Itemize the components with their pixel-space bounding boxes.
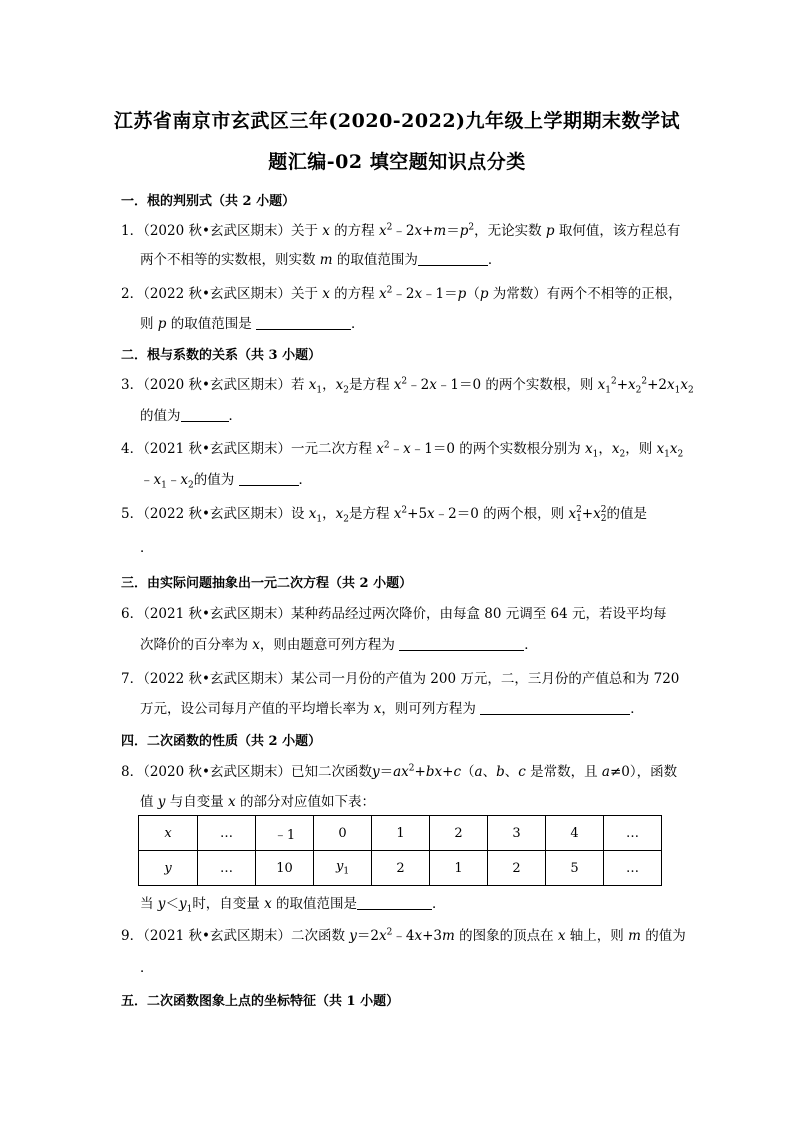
answer-blank[interactable] [181,407,229,422]
var: x [667,377,675,393]
text: ﹣2 [392,223,415,239]
answer-blank[interactable] [239,471,299,486]
question-2-line1 [121,282,682,302]
var: p [545,223,555,239]
table-cell: … [604,816,662,851]
text: + [422,223,434,239]
text: ， [598,441,612,457]
text: + [581,506,594,522]
text: 是方程 [348,377,394,393]
text: 是方程 [348,506,394,522]
var: a [601,764,610,780]
var: x [414,223,423,239]
question-number: 4． [121,441,144,457]
subscript: 2 [619,449,626,460]
var: x [308,377,317,393]
question-source: （2020 秋•玄武区期末） [143,764,291,780]
text: ，则可列方程为 [381,701,481,717]
var: x [434,764,443,780]
var: y [371,764,380,780]
var: y [178,896,187,912]
text: 的值为 [193,472,239,488]
text: 为常数）有两个不相等的正根， [488,286,682,302]
var: x [414,286,423,302]
question-source: （2020 秋•玄武区期末） [143,377,291,393]
question-4-line2 [140,468,312,491]
table-cell [314,851,372,886]
table-cell [139,816,198,851]
text: 二次函数 [290,928,350,944]
text: 某种药品经过两次降价，由每盒 80 元调至 64 元，若设平均每 [290,606,667,622]
text: 当 [140,896,158,912]
var: y [157,896,166,912]
text: 次降价的百分率为 [140,637,253,653]
var: x [628,377,636,393]
text: ﹣1＝0 的两个实数根分别为 [410,441,586,457]
question-5-line1 [121,502,647,525]
question-source: （2022 秋•玄武区期末） [143,671,291,687]
text: ﹣1＝0 的两个实数根，则 [436,377,598,393]
exponent: 2 [401,505,408,516]
subscript: 2 [343,385,349,396]
var: x [252,637,260,653]
text: ． [298,472,313,488]
exponent: 2 [600,504,607,515]
subscript: 1 [576,513,582,524]
table-cell: 10 [256,851,314,886]
var: x [414,928,423,944]
subscript: 1 [674,385,681,396]
text: ﹣1＝ [422,286,458,302]
question-8-line3 [140,892,446,915]
var: m [628,928,641,944]
exponent: 2 [408,763,415,774]
text: 值 [140,794,158,810]
answer-blank[interactable] [399,636,524,651]
table-cell: 3 [488,816,546,851]
var: x [393,377,402,393]
var: x [322,286,330,302]
subscript: 1 [316,385,323,396]
var: x [180,472,188,488]
question-7-line2 [140,697,644,717]
text: 的方程 [329,223,379,239]
question-number: 9． [121,928,144,944]
exponent: 2 [610,376,617,387]
question-source: （2022 秋•玄武区期末） [143,506,291,522]
var: x [611,441,620,457]
text: 时，自变量 [192,896,265,912]
question-1-line2 [140,248,501,268]
table-cell [139,851,198,886]
var: p [157,316,167,332]
question-3-line2 [140,404,242,424]
var: x [680,377,689,393]
text: ≠0），函数 [609,764,678,780]
var: x [335,506,344,522]
question-1-line1 [121,219,680,239]
text: 的部分对应值如下表： [235,794,375,810]
var: x [427,506,435,522]
text: 关于 [290,223,323,239]
subscript: 2 [187,480,194,491]
subscript: 2 [343,514,349,525]
value-table [138,815,662,886]
var: x [378,286,387,302]
question-9-line1 [121,924,686,944]
question-number: 1． [121,223,144,239]
subscript: 1 [343,866,350,877]
exponent: 2 [576,504,582,515]
question-7-line1 [121,667,679,687]
document-title-line1: 江苏省南京市玄武区三年(2020-2022)九年级上学期期末数学试 [113,110,681,132]
question-5-line2: ． [140,540,154,556]
question-9-line2: ． [140,960,154,976]
table-cell: 1 [430,851,488,886]
var: x [669,441,678,457]
text: 、 [482,764,497,780]
text: ﹣4 [392,928,415,944]
text: ． [630,701,644,717]
subscript: 1 [186,904,193,915]
text: 已知二次函数 [290,764,372,780]
text: 设 [290,506,309,522]
var: x [597,377,606,393]
var: c [453,764,461,780]
text: ﹣ [140,472,154,488]
text: +3 [422,928,442,944]
section-heading-4: 四．二次函数的性质（共 2 小题） [121,734,322,749]
table-cell: 2 [430,816,488,851]
exponent: 2 [468,222,475,233]
var: x [322,223,330,239]
exponent: 2 [383,440,390,451]
text: 是常数，且 [525,764,602,780]
text: 的图象的顶点在 [454,928,558,944]
text: 万元，设公司每月产值的平均增长率为 [140,701,374,717]
text: ． [524,637,538,653]
text: 两个不相等的实数根，则实数 [140,252,320,268]
subscript: 2 [635,385,642,396]
var: m [319,252,333,268]
exponent: 2 [386,285,393,296]
text: ﹣2 [407,377,430,393]
var: p [479,286,489,302]
var: y [349,928,357,944]
var: x [308,506,317,522]
text: （ [466,286,480,302]
var: x [593,506,601,522]
question-source: （2021 秋•玄武区期末） [143,606,291,622]
text: ﹣ [389,441,404,457]
section-heading-3: 三．由实际问题抽象出一元二次方程（共 2 小题） [121,576,413,591]
subscript: 1 [592,449,599,460]
question-4-line1 [121,437,683,460]
var: p [459,223,469,239]
var: y [157,794,166,810]
text: 的取值范围是 [166,316,257,332]
section-heading-2: 二．根与系数的关系（共 3 小题） [121,348,322,363]
text: ，则 [625,441,657,457]
var: p [457,286,467,302]
table-cell: … [604,851,662,886]
question-6-line2 [140,633,538,653]
question-source: （2021 秋•玄武区期末） [143,928,291,944]
question-source: （2021 秋•玄武区期末） [143,441,291,457]
answer-blank[interactable] [480,700,630,715]
var: x [376,441,384,457]
table-cell: … [198,851,256,886]
question-3-line1: 3．（2020 秋•玄武区期末）若 $x_1$，$x_2$是方程 $x^2﹣2x﹣1=0$ 的两个实数根，则 $x_1^2+x_2^2+2x_1x_2$ [121,376,694,396]
table-cell: … [198,816,256,851]
table-cell: 2 [372,851,430,886]
section-heading-5: 五．二次函数图象上点的坐标特征（共 1 小题） [121,994,400,1009]
text: 则 [140,316,158,332]
var: c [518,764,526,780]
subscript: 2 [600,513,607,524]
table-row [139,851,662,886]
var: x [153,472,162,488]
question-6-line1 [121,602,667,622]
var: x [403,441,411,457]
text: ＝2 [356,928,379,944]
subscript: 1 [161,480,167,491]
question-number: 5． [121,506,144,522]
var: x [568,506,577,522]
cell-text: x [164,825,172,841]
text: ， [322,506,336,522]
exponent: 2 [386,927,393,938]
var: b [425,764,435,780]
subscript: 2 [677,449,684,460]
subscript: 1 [605,385,611,396]
answer-blank[interactable] [418,251,488,266]
var: m [441,928,455,944]
var: x [264,896,272,912]
exponent: 2 [401,376,408,387]
var: m [433,223,447,239]
var: a [393,764,402,780]
var: b [496,764,505,780]
question-number: 6． [121,606,144,622]
table-cell: 4 [546,816,604,851]
text: ，无论实数 [474,223,546,239]
text: 的值为 [140,408,181,424]
text: ＝ [379,764,394,780]
question-source: （2020 秋•玄武区期末） [143,223,291,239]
var: a [474,764,483,780]
table-cell: 1 [372,816,430,851]
subscript: 2 [688,385,694,396]
text: 的取值范围为 [332,252,418,268]
text: ． [351,316,365,332]
question-source: （2022 秋•玄武区期末） [143,286,291,302]
var: x [379,928,387,944]
question-number: 7． [121,671,144,687]
text: 的取值范围是 [271,896,358,912]
exponent: 2 [386,222,393,233]
text: 轴上，则 [565,928,629,944]
subscript: 1 [664,449,670,460]
var: x [378,223,387,239]
question-2-line2 [140,312,365,332]
answer-blank[interactable] [357,895,432,910]
var: y [335,859,344,875]
exponent: 2 [641,376,648,387]
text: 取何值，该方程总有 [554,223,681,239]
question-8-line1 [121,760,677,780]
text: ＜ [165,896,179,912]
table-cell: 5 [546,851,604,886]
var: x [656,441,665,457]
text: +5 [407,506,428,522]
text: 的值为 [640,928,686,944]
text: ﹣2＝0 的两个根，则 [434,506,569,522]
table-cell: 2 [488,851,546,886]
text: 的值是 [606,506,647,522]
text: ． [432,896,446,912]
text: 若 [290,377,309,393]
var: x [557,928,566,944]
text: 与自变量 [165,794,229,810]
var: x [429,377,437,393]
text: ﹣2 [392,286,415,302]
text: 一元二次方程 [290,441,377,457]
question-number: 8． [121,764,144,780]
var: x [401,764,409,780]
text: 某公司一月份的产值为 200 万元，二，三月份的产值总和为 720 [290,671,680,687]
text: （ [461,764,475,780]
table-cell: 0 [314,816,372,851]
text: ＝ [446,223,460,239]
subscript: 1 [316,514,323,525]
var: x [373,701,382,717]
cell-text: y [164,860,172,876]
question-number: 3． [121,377,144,393]
text: 、 [504,764,519,780]
question-8-line2 [140,790,375,810]
text: ，则由题意可列方程为 [259,637,400,653]
var: x [335,377,344,393]
text: ． [228,408,242,424]
text: + [442,764,454,780]
text: ． [487,252,502,268]
var: x [585,441,593,457]
answer-blank[interactable] [256,315,351,330]
table-row [139,816,662,851]
text: ﹣ [166,472,181,488]
var: x [393,506,402,522]
table-cell: ﹣1 [256,816,314,851]
text: + [414,764,426,780]
question-number: 2． [121,286,144,302]
document-title-line2: 题汇编-02 填空题知识点分类 [268,151,526,173]
var: x [228,794,236,810]
section-heading-1: 一．根的判别式（共 2 小题） [121,194,296,209]
text: 关于 [290,286,323,302]
text: ， [322,377,336,393]
text: 的方程 [329,286,379,302]
